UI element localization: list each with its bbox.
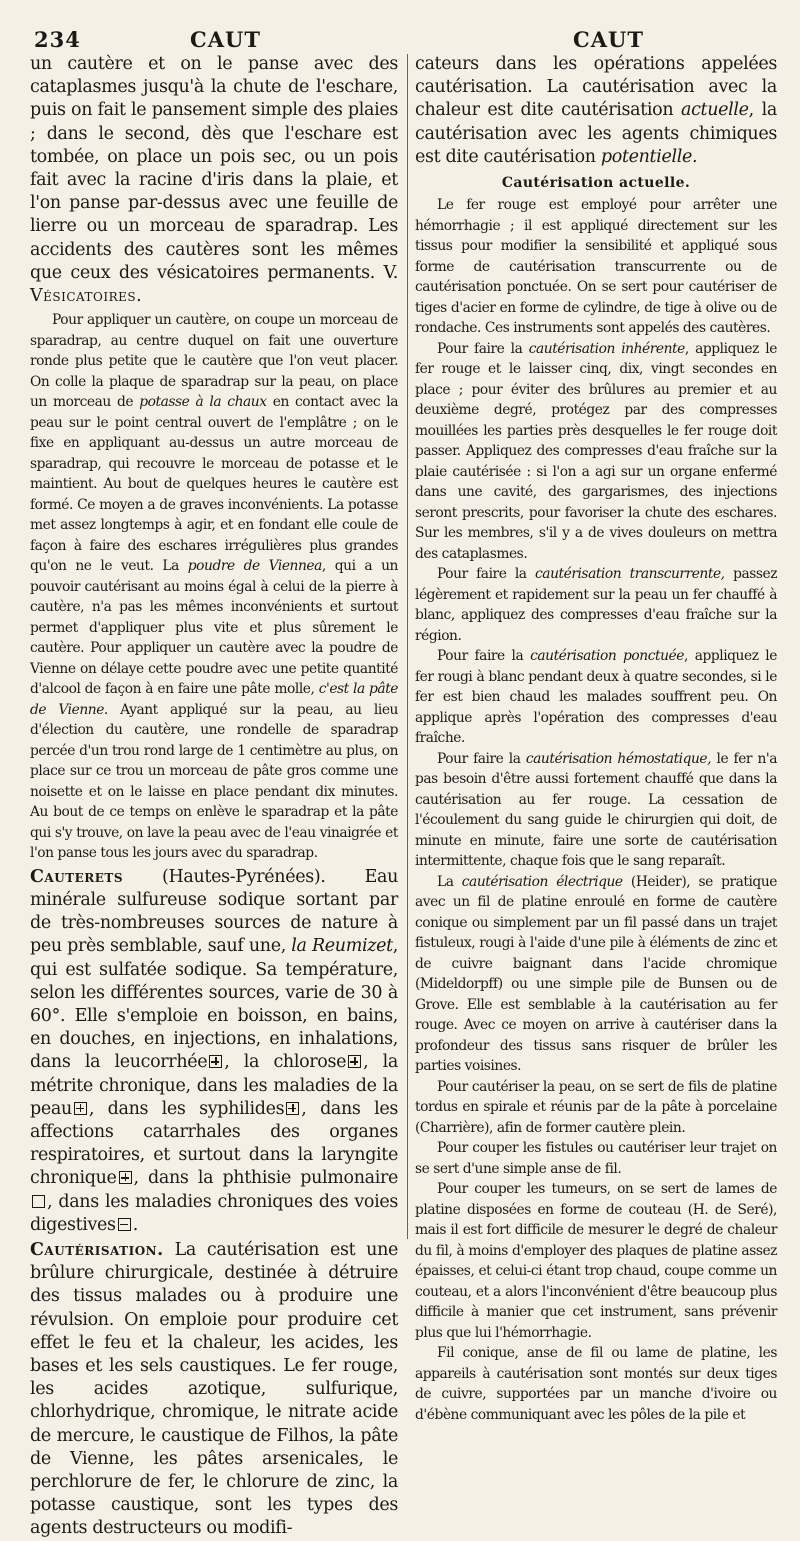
text-run: La cautérisation est une brûlure chirurgicale, destinée à détruire des tissus malades ou à produire une révulsion. On emploie pour produire cet effet le feu et la chaleur, les acides, les bases et les sels caustiques. Le fer rouge, les acides azotique, sulfurique, chlorhydrique, chromique, le nitrate acide de mercure, le caustique de Filhos, la pâte de Vienne, les pâtes arsenicales, le perchlorure de fer, le chlorure de zinc, la potasse caustique, sont les types des agents destructeurs ou modifi-: [30, 1239, 398, 1539]
section-subheading: Cautérisation actuelle.: [501, 175, 691, 192]
entry-cauterets: [30, 866, 398, 1237]
boxed-plus-icon: [286, 1102, 299, 1115]
text-run: cateurs dans les opérations appelées cautérisation. La cautérisation avec la chaleur est dite cautérisation: [415, 54, 777, 121]
text-run: passez légèrement et rapidement sur la peau un fer chauffé à blanc, appliquez des compresses d'eau fraîche sur la région.: [415, 566, 778, 644]
column-divider: [407, 54, 408, 1239]
italic-term: poudre de Viennea: [187, 558, 322, 575]
entry-headword: Cautérisation.: [30, 1239, 164, 1260]
paragraph: [30, 310, 398, 864]
boxed-plus-icon: [209, 1055, 222, 1068]
text-run: Pour faire la: [437, 750, 526, 767]
page-number: 234: [34, 27, 81, 52]
text-run: , dans les maladies chroniques des voies digestives: [30, 1191, 398, 1235]
text-run: , qui est sulfatée sodique. Sa température, selon les différentes sources, varie de 30 à 60°. Elle s'emploie en boisson, en bains, en douches, en injections, en inhalations, dans la leucorrhée: [30, 936, 398, 1073]
text-run: , appliquez le fer rouge et le laisser cinq, dix, vingt secondes en place ; pour éviter des brûlures au premier et au deuxième degré, protégez par des compresses mouillées les parties près desquelles le fer rouge doit passer. Appliquez des compresses d'eau fraîche sur la plaie cautérisée : si l'on a agi sur un organe enfermé dans une cavité, des gargarismes, des injections seront prescrits, pour favoriser la chute des eschares. Sur les membres, s'il y a de vives douleurs on mettra des cataplasmes.: [415, 340, 777, 562]
paragraph: [415, 749, 777, 872]
running-head-left: CAUT: [190, 27, 261, 52]
italic-term: potentielle.: [600, 146, 698, 167]
entry-headword: Cauterets: [30, 866, 123, 887]
boxed-plus-icon: [348, 1055, 361, 1068]
italic-term: cautérisation ponctuée: [530, 648, 684, 665]
cross-reference: Vésicatoires.: [30, 286, 143, 307]
italic-term: cautérisation hémostatique,: [525, 750, 712, 767]
text-run: Ayant appliqué sur la peau, au lieu d'élection du cautère, une rondelle de sparadrap percée d'un trou rond large de 1 centimètre au plus, on place sur ce trou un morceau de pâte gros comme une noisette et on le laisse en place pendant dix minutes. Au bout de ce temps on enlève le sparadrap et la pâte qui s'y trouve, on lave la peau avec de l'eau vinaigrée et l'on panse tous les jours avec du sparadrap.: [30, 701, 398, 862]
text-run: , dans les syphilides: [88, 1098, 285, 1119]
text-run: un cautère et on le panse avec des cataplasmes jusqu'à la chute de l'eschare, puis on fait le pansement simple des plaies ; dans le second, dès que l'eschare est tombée, on place un pois sec, ou un pois fait avec la racine d'iris dans la plaie, et l'on panse par-dessus avec une feuille de lierre ou un morceau de sparadrap. Les accidents des cautères sont les mêmes que ceux des vésicatoires permanents. V.: [30, 54, 398, 283]
paragraph: [30, 53, 398, 308]
text-run: (Hautes-Pyrénées). Eau minérale sulfureuse sodique sortant par de très-nombreuses sources de nature à peu près semblable, sauf une,: [30, 866, 398, 957]
paragraph: [415, 646, 777, 749]
italic-term: la Reumizet: [291, 936, 393, 957]
text-run: le fer n'a pas besoin d'être aussi fortement chauffé que dans la cautérisation au fer rouge. La cessation de l'écoulement du sang guide le chirurgien qui doit, de minute en minute, faire une sorte de cautérisation intermittente, chaque fois que le sang reparaît.: [415, 750, 778, 870]
paragraph: [415, 564, 777, 646]
text-run: La: [437, 873, 462, 890]
paragraph: Fil conique, anse de fil ou lame de platine, les appareils à cautérisation sont montés sur deux tiges de cuivre, supportées par un manche d'ivoire ou d'ébène communiquant avec les pôles de la pile et: [415, 1345, 777, 1423]
italic-term: cautérisation transcurrente,: [535, 566, 725, 583]
italic-term: cautérisation inhérente: [528, 340, 685, 357]
text-run: , dans les affections catarrhales des organes respiratoires, et surtout dans la laryngite chronique: [30, 1098, 398, 1189]
text-run: , la cautérisation avec les agents chimiques est dite cautérisation: [415, 100, 777, 167]
boxed-plus-icon: [119, 1171, 132, 1184]
text-run: Pour faire la: [437, 648, 531, 665]
text-run: Pour appliquer un cautère, on coupe un morceau de sparadrap, au centre duquel on fait une ouverture ronde plus petite que le cautère que l'on veut placer. On colle la plaque de sparadrap sur la peau, on place un morceau de: [30, 312, 398, 411]
text-run: , dans la phthisie pulmonaire: [133, 1168, 398, 1189]
text-run: Pour faire la: [437, 340, 529, 357]
text-run: , qui a un pouvoir cautérisant au moins égal à celui de la pierre à cautère, n'a pas les mêmes inconvénients et surtout permet d'appliquer plus vite et plus sûrement le cautère. Pour appliquer un cautère avec la poudre de Vienne on délaye cette poudre avec une petite quantité d'alcool de façon à en faire une pâte molle,: [30, 558, 398, 698]
paragraph: Pour couper les tumeurs, on se sert de lames de platine disposées en forme de couteau (H. de Seré), mais il est fort difficile de mesurer le degré de chaleur du fil, à moins d'employer des plaques de platine assez épaisses, et celui-ci étant trop chaud, coupe comme un couteau, et a alors l'inconvénient d'être beaucoup plus difficile à manier que cet instrument, sans prévenir plus que lui l'hémorrhagie.: [415, 1181, 777, 1341]
paragraph: [415, 53, 777, 169]
boxed-plus-icon: [74, 1102, 87, 1115]
entry-cauterisation: [30, 1239, 398, 1541]
empty-box-icon: [32, 1195, 45, 1208]
text-run: (Heider), se pratique avec un fil de platine enroulé en forme de cautère conique ou simplement par un fil passé dans un trajet fistuleux, rougi à l'aide d'une pile à éléments de zinc et de cuivre baignant dans l'acide chromique (Mideldorpff) ou une simple pile de Bunsen ou de Grove. Elle est semblable à la cautérisation au fer rouge. Avec ce moyen on arrive à cautériser dans la profondeur des tissus sans risquer de brûler les parties voisines.: [415, 873, 777, 1075]
italic-term: actuelle: [681, 100, 749, 121]
italic-term: potasse à la chaux: [139, 394, 267, 411]
text-run: , appliquez le fer rougi à blanc pendant deux à quatre secondes, si le fer est bien chaud les malades souffrent peu. On applique après l'opération des compresses d'eau fraîche.: [415, 648, 777, 747]
paragraph: Pour cautériser la peau, on se sert de fils de platine tordus en spirale et réunis par de la pâte à porcelaine (Charrière), afin de former cautère plein.: [415, 1078, 777, 1136]
paragraph: Le fer rouge est employé pour arrêter une hémorrhagie ; il est appliqué directement sur les tissus pour modifier la sensibilité et appliqué sous forme de cautérisation transcurrente ou de cautérisation ponctuée. On se sert pour cautériser de tiges d'acier en forme de cylindre, de tige à olive ou de rondache. Ces instruments sont appelés des cautères.: [415, 197, 777, 337]
paragraph: [415, 339, 777, 565]
left-column: [30, 53, 398, 1541]
text-run: , la chlorose: [224, 1052, 347, 1073]
text-run: , la métrite chronique, dans les maladies de la peau: [30, 1052, 398, 1119]
text-run: en contact avec la peau sur le point central ouvert de l'emplâtre ; on le fixe en appliquant au-dessus un autre morceau de sparadrap, qui recouvre le morceau de potasse et le maintient. Au bout de quelques heures le cautère est formé. Ce moyen a de graves inconvénients. La potasse met assez longtemps à agir, et en fondant elle coule de façon à faire des eschares irrégulières plus grandes qu'on ne le veut. La: [30, 394, 398, 575]
paragraph: Pour couper les fistules ou cautériser leur trajet on se sert d'une simple anse de fil.: [415, 1140, 777, 1177]
italic-term: cautérisation électrique: [461, 873, 623, 890]
right-column: [415, 53, 777, 1425]
text-run: Pour faire la: [437, 566, 536, 583]
boxed-minus-icon: [118, 1218, 131, 1231]
running-head-right: CAUT: [573, 27, 644, 52]
paragraph: [415, 872, 777, 1077]
italic-term: c'est la pâte de Vienne.: [30, 681, 398, 718]
text-run: .: [132, 1214, 138, 1235]
